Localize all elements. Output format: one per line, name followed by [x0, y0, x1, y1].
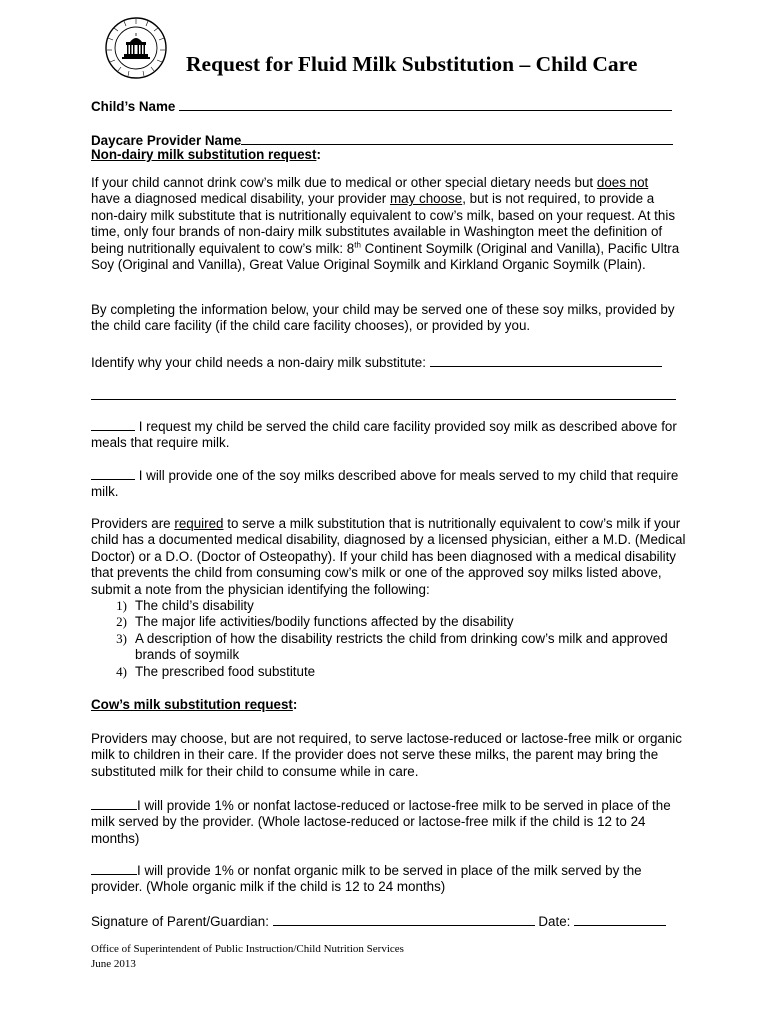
identify-reason-field-line2[interactable] [91, 399, 676, 400]
daycare-provider-field[interactable] [241, 131, 673, 145]
p1-superscript: th [354, 240, 361, 250]
list-number: 4) [116, 663, 127, 679]
providers-required-paragraph [91, 516, 686, 598]
identify-reason-row [91, 353, 662, 371]
state-seal-icon [104, 16, 168, 80]
list-number: 2) [116, 614, 127, 630]
date-label: Date: [534, 914, 575, 929]
organic-option-text: I will provide 1% or nonfat organic milk to be served in place of the milk served by the provider. (Whole organic milk if the child is 12 to 24 months) [91, 863, 642, 895]
soy-option-facility-checkline[interactable] [91, 418, 135, 431]
childs-name-field[interactable] [179, 97, 672, 111]
date-field[interactable] [574, 912, 666, 926]
list-number: 1) [116, 598, 127, 613]
cows-milk-heading-text: Cow’s milk substitution request [91, 697, 293, 712]
cows-milk-intro-text: Providers may choose, but are not required, to serve lactose-reduced or lactose-free milk or organic milk to children in their care. If the provider does not serve these milks, the parent may bring the substituted milk for their child to consume while in care. [91, 731, 682, 779]
cows-milk-intro-paragraph [91, 731, 686, 780]
list-number: 3) [116, 630, 127, 646]
non-dairy-intro-paragraph [91, 175, 681, 273]
list-text: A description of how the disability restricts the child from drinking cow’s milk and approved brands of soymilk [135, 630, 668, 663]
soy-option-facility [91, 418, 686, 452]
list-item [91, 631, 691, 664]
physician-note-requirements-list [91, 598, 691, 680]
page-title: Request for Fluid Milk Substitution – Child Care [186, 52, 638, 76]
signature-field[interactable] [273, 912, 535, 926]
footer-date: June 2013 [91, 958, 136, 970]
p1-text-d: Continent Soymilk (Original and Vanilla), Pacific Ultra Soy (Original and Vanilla), Great Value Original Soymilk and Kirkland Organic Soymilk (Plain). [91, 240, 680, 273]
list-text: The child’s disability [135, 598, 254, 613]
non-dairy-heading [91, 147, 321, 163]
p1-text-b: have a diagnosed medical disability, your provider [91, 191, 390, 207]
childs-name-row [91, 97, 672, 115]
cows-milk-heading-colon: : [292, 697, 298, 712]
p2-text: By completing the information below, your child may be served one of these soy milks, provided by the child care facility (if the child care facility chooses), or provided by you. [91, 302, 675, 334]
soy-option-facility-text: I request my child be served the child care facility provided soy milk as described above for meals that require milk. [91, 419, 677, 451]
non-dairy-completion-paragraph [91, 302, 686, 335]
organic-option-checkline[interactable] [91, 862, 137, 875]
identify-reason-field[interactable] [430, 353, 662, 367]
list-item [91, 664, 691, 680]
providers-text-a: Providers are [91, 516, 175, 531]
signature-row [91, 912, 666, 930]
organic-option [91, 862, 686, 896]
daycare-provider-label: Daycare Provider Name [91, 133, 242, 148]
p1-does-not: does not [596, 175, 649, 190]
list-text: The major life activities/bodily functions affected by the disability [135, 614, 514, 630]
footer [91, 942, 404, 972]
footer-office: Office of Superintendent of Public Instruction/Child Nutrition Services [91, 943, 404, 955]
p1-text-a: If your child cannot drink cow’s milk due to medical or other special dietary needs but [91, 175, 597, 190]
list-item [91, 598, 691, 614]
childs-name-label: Child’s Name [91, 99, 176, 114]
lactose-free-option [91, 797, 686, 847]
providers-text-b: to serve a milk substitution that is nutritionally equivalent to cow’s milk if your child has a documented medical disability, diagnosed by a licensed physician, either a M.D. (Medical Doctor) or a D.O. (Doctor of Osteopathy). If your child has been diagnosed with a medical disability that prevents the child from consuming cow’s milk or one of the approved soy milks listed above, submit a note from the physician identifying the following: [91, 516, 686, 597]
p1-may-choose: may choose [389, 191, 463, 207]
list-item [91, 614, 691, 630]
soy-option-parent-text: I will provide one of the soy milks described above for meals served to my child that require milk. [91, 468, 679, 500]
lactose-free-option-checkline[interactable] [91, 797, 137, 810]
soy-option-parent [91, 467, 686, 501]
p1-text-c: , but is not required, to provide a non-dairy milk substitute that is nutritionally equivalent to cow’s milk, based on your request. At this time, only four brands of non-dairy milk substitutes available in Washington meet the definition of being nutritionally equivalent to cow’s milk: 8 [91, 191, 676, 256]
soy-option-parent-checkline[interactable] [91, 467, 135, 480]
signature-label: Signature of Parent/Guardian: [91, 914, 273, 929]
non-dairy-heading-colon: : [316, 147, 321, 162]
identify-reason-label: Identify why your child needs a non-dairy milk substitute: [91, 355, 430, 370]
lactose-free-option-text: I will provide 1% or nonfat lactose-reduced or lactose-free milk to be served in place of the milk served by the provider. (Whole lactose-reduced or lactose-free milk if the child is 12 to 24 months) [91, 798, 671, 846]
providers-required-word: required [174, 516, 224, 531]
non-dairy-heading-text: Non-dairy milk substitution request [91, 147, 317, 162]
cows-milk-heading [91, 697, 297, 713]
list-text: The prescribed food substitute [135, 663, 316, 679]
